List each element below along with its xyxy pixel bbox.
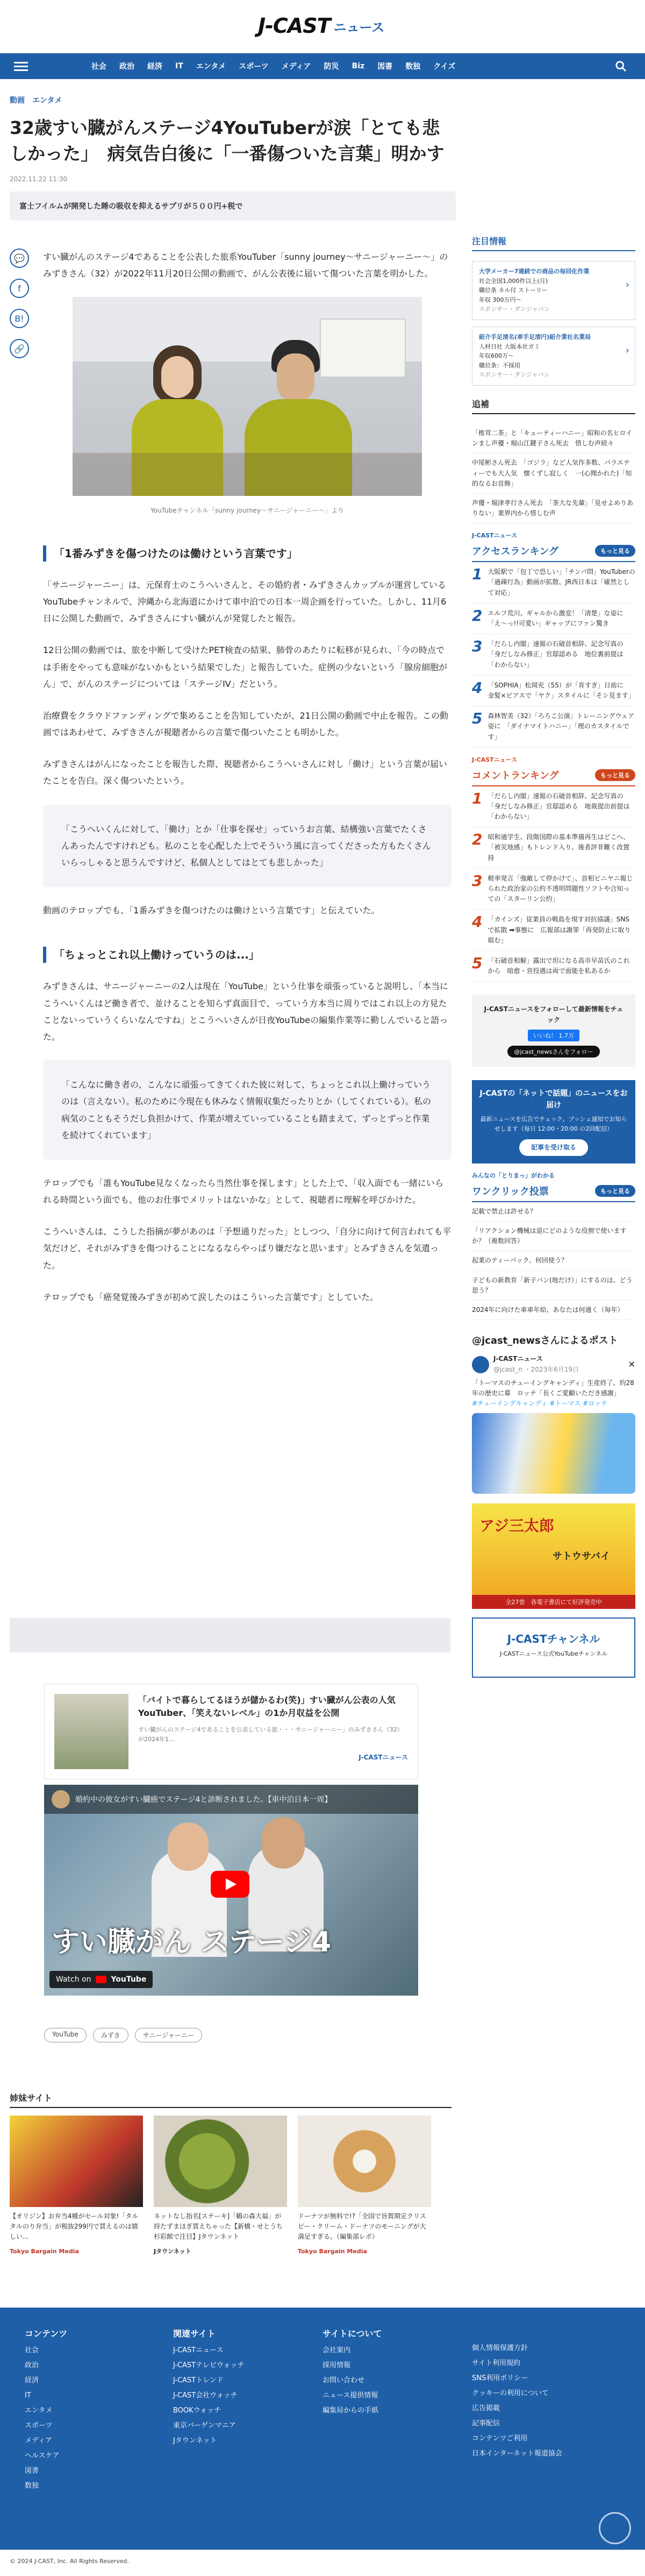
nav-item[interactable]: クイズ — [433, 62, 456, 71]
pr-line: 職位条：不採用 — [479, 361, 520, 369]
photo-caption: YouTubeチャンネル「sunny journey～サニージャーニー～」より — [150, 507, 345, 515]
footer-col-related — [173, 2328, 244, 2449]
sister-item-source: Jタウンネット — [154, 2247, 191, 2255]
footer-link[interactable]: ニュース提供情報 — [322, 2392, 378, 2400]
channel-title: J-CASTチャンネル — [507, 1633, 600, 1646]
nav-item[interactable]: 数独 — [405, 62, 421, 71]
footer-link[interactable]: サイト利用規約 — [472, 2359, 521, 2367]
x-post-name: J-CASTニュース — [493, 1355, 543, 1363]
footer-link[interactable]: コンテンツご利用 — [472, 2434, 528, 2443]
access-ranking-more-button[interactable]: もっと見る — [595, 545, 635, 557]
footer-link[interactable]: SNS利用ポリシー — [472, 2374, 528, 2382]
sister-item-text: 【オリジン】お弁当4種がセール対象!「タルタルのり弁当」が税抜299円で買えるのは嬉しい... — [10, 2212, 139, 2241]
sister-item-text: ドーナツが無料で!?「全国で旨賀期定クリスピー・クリーム・ドーナツのモーニングが大満足すぎる。（編集部レポ） — [298, 2212, 426, 2241]
footer-link[interactable]: 日本インターネット報道協会 — [472, 2449, 562, 2458]
twitter-follow-button[interactable]: @jcast_newsさんをフォロー — [507, 1046, 599, 1058]
site-header — [0, 0, 645, 49]
youtube-embed[interactable] — [44, 1785, 418, 1996]
footer-col-policy — [472, 2341, 562, 2461]
footer-link[interactable]: IT — [25, 2392, 31, 2400]
pr-line: 年収600万〜 — [479, 352, 514, 360]
footer-link[interactable]: スポーツ — [25, 2422, 53, 2430]
related-card-title: 「バイトで暮らしてるほうが儲かるわ(笑)」すい臓がん公表の人気YouTuber、「笑えないレベル」の1か月収益を公開 — [138, 1695, 396, 1718]
paragraph: 「サニージャーニー」は、元保育士のこうへいさんと、その婚約者・みずきさんカップルが運営しているYouTubeチャンネルで、沖縄から北海道にかけて車中泊での日本一周企画を行っていた。しかし、11月6日に公開した動画で、みずきさんにすい臓がんが発覚したと報告。 — [43, 579, 447, 624]
footer-link-list — [173, 2343, 244, 2449]
pr-badge: スポンサー・ダンジャパン — [479, 306, 550, 313]
nav-item[interactable]: メディア — [281, 62, 311, 71]
chevron-right-icon: › — [625, 279, 629, 290]
manga-ad-banner[interactable] — [472, 1503, 635, 1609]
hamburger-menu-icon[interactable] — [14, 60, 28, 72]
vote-title: ワンクリック投票 — [472, 1186, 549, 1197]
footer-col-contents — [25, 2328, 67, 2494]
footer-link[interactable]: 東京バーゲンマニア — [173, 2422, 236, 2430]
pr-job-card[interactable] — [472, 327, 635, 386]
video-overlay-text: すい臓がん ステージ4 — [52, 1926, 332, 1958]
ranking-text: 「だらし内閣」速報の石破首相辞、記念写真の「身だしなみ修正」官邸認める 地裁提出前提は「わからない」 — [488, 792, 630, 821]
paragraph: みずきさんはがんになったことを報告した際、視聴者からこうへいさんに対し「働け」という言葉が届いたことを告白。深く傷ついたという。 — [43, 759, 448, 786]
pr-line: 年収 300万円〜 — [479, 296, 522, 303]
footer-link[interactable]: 社会 — [25, 2346, 39, 2355]
footer-link[interactable]: エンタメ — [25, 2407, 53, 2415]
ranking-text: 「SOPHIA」松岡充（55）が「育すぎ」日前に 金髪×ピアスで「ヤク」スタイルに「そシ見ます」 — [488, 681, 635, 699]
ranking-item[interactable]: 2 エルフ荒川、ギャルから激変！「清楚」な姿に「え～っ!!可愛い」ギャップにファン驚き — [472, 604, 635, 634]
obituary-heading: 追補 — [472, 398, 635, 414]
share-buttons — [10, 249, 31, 369]
footer-link[interactable]: 広告掲載 — [472, 2404, 500, 2412]
comment-ranking-more-button[interactable]: もっと見る — [595, 769, 635, 781]
section-heading: 「1番みずきを傷つけたのは働けという言葉です」 — [43, 545, 452, 562]
watch-on-label: Watch on — [56, 1975, 91, 1984]
ranking-text: 「カインズ」従業員の戦島を現す対抗協議」SNS で拡散 ➡事態に 広報部は謝罪「再発防止に取り組む」 — [488, 916, 631, 944]
x-post-image — [472, 1413, 635, 1494]
related-card-desc: すい臓がんのステージ4であることを公表している旅・・・サニージャーニー」のみずきさん（32）が2024年1... — [138, 1726, 403, 1743]
nav-item[interactable]: 政治 — [119, 62, 134, 71]
access-ranking-title: アクセスランキング — [472, 546, 558, 558]
paragraph: 動画のテロップでも、「1番みずきを傷つけたのは働けという言葉です」と伝えていた。 — [43, 905, 380, 916]
footer-link[interactable]: お問い合わせ — [322, 2376, 365, 2385]
tag[interactable]: YouTube — [44, 2028, 87, 2042]
paragraph: テロップでも「誰もYouTube見なくなったら当然仕事を探します」とした上で、「収入面でも一緒にいられる時間という面でも、他のお仕事でメリットはないかな」として、視聴者に理解を呼びかけた。 — [43, 1177, 443, 1205]
jcast-channel-banner[interactable] — [472, 1617, 635, 1678]
push-desc: 最新ニュースを広告でチェック。プッシュ通知でお知らせします（毎日 12:00・20:00 の2回配信） — [480, 1116, 627, 1133]
comment-ranking-title: コメントランキング — [472, 770, 559, 782]
footer-link[interactable]: 図書 — [25, 2466, 39, 2475]
ranking-item[interactable]: 2 昭和通学生、段階国際の基本準備再生はどこへ、「被災地感」もトレンド入り、後者評非難く改置持 — [472, 827, 635, 869]
vote-item[interactable]: 起業のティーパック、何回使う？ — [472, 1251, 635, 1271]
obituary-item[interactable]: 声優・堀津孝行さん死去 「茶大な先輩」「見せよめりありない」業界内から惜しむ声 — [472, 494, 635, 523]
sister-sites-heading: 姉妹サイト — [10, 2091, 452, 2108]
access-ranking-source: J-CASTニュース — [472, 532, 518, 540]
ranking-item[interactable]: 5 森林智美（32）「ろろこ公演」トレーニングウェア姿に 「ダイナマイトハニー」「理のカスタイルです」 — [472, 706, 635, 748]
footer-col-heading: 関連サイト — [173, 2329, 216, 2339]
related-card-source: J-CASTニュース — [359, 1754, 408, 1762]
article-body — [43, 249, 452, 1321]
footer-link[interactable]: J-CAST会社ウォッチ — [173, 2392, 238, 2400]
sister-grid — [10, 2116, 452, 2256]
footer-link-list — [25, 2343, 67, 2493]
push-subscribe-button[interactable]: 記事を受け取る — [519, 1139, 588, 1156]
tag[interactable]: サニージャーニー — [135, 2028, 202, 2042]
follow-box — [472, 995, 635, 1067]
footer-link[interactable]: メディア — [25, 2437, 52, 2445]
section-heading: 「ちょっとこれ以上働けっていうのは...」 — [43, 947, 452, 963]
logo-sub: ニュース — [333, 19, 385, 35]
x-post-text: 「トーマスのチューイングキャンディ」生産終了、約28年の歴史に幕 ロッテ「長くご愛顧いただき感謝」 — [472, 1379, 634, 1397]
pr-title: 紹介手足清名(車手足清円)紹介業社名業局 — [479, 333, 591, 340]
sidebar-info-heading: 注目情報 — [472, 235, 635, 251]
channel-desc: J-CASTニュース公式YouTubeチャンネル — [499, 1650, 608, 1658]
vote-item[interactable]: 2024年に向けた車車年給、あなたは何通く（毎年） — [472, 1301, 635, 1320]
ranking-item[interactable]: 3 「だらし内閣」速報の石破首相辞、記念写真の「身だしなみ修正」官邸認める 地位裏前提は「わからない」 — [472, 634, 635, 676]
paragraph: 治療費をクラウドファンディングで集めることを告知していたが、21日公開の動画で中止を報告。この動画ではあわせて、みずきさんが視聴者からの言葉で傷ついたことも明かした。 — [43, 710, 448, 738]
sister-item-image — [154, 2116, 287, 2207]
hatena-bookmark-icon[interactable]: B! — [10, 309, 29, 328]
sister-item[interactable] — [298, 2116, 431, 2256]
related-card-box — [44, 1684, 418, 1779]
play-button-icon[interactable] — [211, 1871, 249, 1898]
x-post-avatar — [472, 1356, 489, 1373]
ad-placeholder — [10, 1618, 450, 1652]
tag-list — [44, 2028, 202, 2042]
nav-item[interactable]: 社会 — [91, 62, 106, 71]
footer-link[interactable]: 採用情報 — [322, 2361, 351, 2370]
related-article-card[interactable] — [44, 1684, 418, 1779]
video-title: 婚約中の彼女がすい臓癌でステージ4と診断されました。【車中泊日本一周】 — [75, 1796, 332, 1804]
x-posts-title: @jcast_newsさんによるポスト — [472, 1335, 618, 1347]
ranking-item[interactable]: 3 軽率発言「強敵して停かけて」、首相ピニヤニ報じられた政治家の公約不透明問題性ソフトや合知っての「スターリン公約」 — [472, 869, 635, 910]
pr-job-card[interactable] — [472, 261, 635, 320]
ranking-item[interactable]: 4 「カインズ」従業員の戦島を現す対抗協議」SNS で拡散 ➡事態に 広報部は謝罪「再発防止に取り組む」 — [472, 910, 635, 951]
video-channel-avatar — [52, 1790, 70, 1808]
manga-ad-subtitle: サトウサバイ — [553, 1551, 610, 1563]
facebook-icon[interactable]: f — [10, 279, 29, 298]
sister-item-image — [10, 2116, 143, 2207]
sister-item[interactable] — [10, 2116, 143, 2256]
vote-heading — [472, 1184, 635, 1202]
ranking-text: 大阪駅で「包丁で恐しい」「チンパ問」YouTuberの「過疎行為」動画が拡散、JR西日本は「確然として対応」 — [488, 568, 635, 597]
vote-item[interactable]: 子どもの新教育「新子バン(地だけ）」にするのは、どう思う？ — [472, 1271, 635, 1301]
manga-ad-title: アジ三太郎 — [479, 1517, 554, 1535]
ranking-item[interactable]: 1 大阪駅で「包丁で恐しい」「チンパ問」YouTuberの「過疎行為」動画が拡散、JR西日本は「確然として対応」 — [472, 562, 635, 604]
ranking-text: エルフ荒川、ギャルから激変！「清楚」な姿に「え～っ!!可愛い」ギャップにファン驚き — [488, 609, 624, 627]
related-card-thumbnail — [54, 1694, 128, 1769]
comment-ranking-heading — [472, 768, 635, 786]
sister-item-image — [298, 2116, 431, 2207]
footer-link[interactable]: Jタウンネット — [173, 2437, 217, 2445]
x-post[interactable] — [472, 1354, 635, 1494]
sister-item-text: ネットなし指名[ステーキ]「鶴の森大福」が持たずまほぎ買えちゃった【新橋・せとうち杉彩館で注目】Jタウンネット — [154, 2212, 283, 2241]
footer-link[interactable]: J-CASTニュース — [173, 2346, 224, 2355]
footer-link[interactable]: BOOKウォッチ — [173, 2407, 221, 2415]
category-link-video[interactable]: 動画 — [10, 96, 25, 105]
sister-item[interactable] — [154, 2116, 287, 2256]
nav-list — [91, 53, 468, 79]
access-ranking-heading — [472, 544, 635, 562]
pr-title: 大学メーカー7連続での商品の毎回化作業 — [479, 268, 590, 275]
search-icon[interactable] — [615, 60, 627, 72]
comment-icon[interactable]: 💬 — [10, 249, 29, 268]
youtube-label: YouTube — [111, 1975, 147, 1984]
nav-item[interactable]: 図書 — [377, 62, 393, 71]
footer-link[interactable]: ヘルスケア — [25, 2451, 60, 2460]
ranking-item[interactable]: 4 「SOPHIA」松岡充（55）が「育すぎ」日前に 金髪×ピアスで「ヤク」スタイルに「そシ見ます」 — [472, 676, 635, 706]
push-title: J-CASTの「ネットで話題」のニュースをお届け — [479, 1089, 628, 1110]
category-row — [10, 95, 456, 105]
footer-link[interactable]: 経済 — [25, 2376, 39, 2385]
article-photo — [73, 297, 422, 496]
nav-item[interactable]: 経済 — [147, 62, 162, 71]
footer-emblem-icon — [599, 2512, 631, 2544]
x-post-tags: #チューイングキャンディ #トーマス #ロッテ — [472, 1400, 607, 1408]
pr-line: 職位条 ネル付 ストーリー — [479, 287, 548, 294]
youtube-logo-icon — [96, 1976, 106, 1983]
x-logo-icon: ✕ — [628, 1359, 635, 1369]
vote-source: みんなの「とりまっ」がわかる — [472, 1172, 555, 1179]
footer-link-list — [472, 2341, 562, 2461]
comment-ranking-source: J-CASTニュース — [472, 756, 518, 763]
paragraph: すい臓がんのステージ4であることを公表した旅系YouTuber「sunny journey～サニージャーニー～」のみずきさん（32）が2022年11月20日公開の動画で、がん公表後に届いて傷ついた言葉を明かした。 — [43, 252, 448, 279]
site-logo[interactable] — [258, 14, 387, 38]
ranking-text: 軽率発言「強敵して停かけて」、首相ピニヤニ報じられた政治家の公約不透明問題性ソフトや合知っての「スターリン公約」 — [488, 874, 633, 903]
footer-link[interactable]: 個人情報保護方針 — [472, 2344, 528, 2352]
article-header — [10, 95, 456, 221]
category-link-entertainment[interactable]: エンタメ — [32, 96, 62, 105]
footer-link[interactable]: 政治 — [25, 2361, 39, 2370]
ranking-text: 森林智美（32）「ろろこ公演」トレーニングウェア姿に 「ダイナマイトハニー」「理のカスタイルです」 — [488, 712, 635, 741]
footer-col-heading: サイトについて — [322, 2329, 382, 2339]
logo-mark: J-CAST — [258, 14, 331, 38]
paragraph: みずきさんは、サニージャーニーの2人は現在「YouTube」という仕事を頑張っていると説明し、「本当にこうへいくんはど働き者で、並けることを知らず真面目で、っていう方本当に周りではこれ以上の方見たことないっていうくらいなんですね」とこうへいさんが日夜YouTubeの編集作業等に勤しんでいると語った。 — [43, 981, 448, 1042]
paragraph: テロップでも「癌発覚後みずきが初めて涙したのはこういった言葉です」としていた。 — [43, 1291, 379, 1302]
footer-col-about — [322, 2328, 382, 2418]
nav-item[interactable]: Biz — [352, 62, 365, 70]
vote-item[interactable]: 記載で禁止は許せる？ — [472, 1202, 635, 1222]
nav-item[interactable]: エンタメ — [196, 62, 226, 71]
copyright: © 2024 J-CAST, Inc. All Rights Reserved. — [0, 2550, 645, 2576]
paragraph: こうへいさんは、こうした指摘が夢があのは「予想通りだった」としつつ、「自分に向けて何言われても平気だけど、それがみずきを傷つけることになるならやっぱり嫌だなと思います」とみずきさんを気遣った。 — [43, 1226, 452, 1271]
footer-link[interactable]: 記事配信 — [472, 2419, 500, 2428]
article-title: 32歳すい臓がんステージ4YouTuberが涙「とても悲しかった」 病気告白後に「一番傷ついた言葉」明かす — [10, 117, 445, 164]
main-navbar — [0, 53, 645, 79]
quote-block — [43, 805, 452, 888]
sister-item-source: Tokyo Bargain Media — [10, 2247, 79, 2255]
x-post-handle: @jcast_n ・2023年6月19日 — [493, 1365, 579, 1373]
vote-more-button[interactable]: もっと見る — [595, 1185, 635, 1197]
quote-text: 「こんなに働き者の、こんなに頑張ってきてくれた彼に対して、ちょっとこれ以上働けっていうのは（言えない）。私のために今現在も休みなく情報収集だったりとか（してくれている）。私の病気のこともそうだし負担かけて、作業が増えていっていることも踏まえて、ずっとずっと作業を続けてくれています」 — [61, 1080, 432, 1140]
ranking-text: 昭和通学生、段階国際の基本準備再生はどこへ、「被災地感」もトレンド入り、後者評非難く改置持 — [488, 833, 630, 862]
facebook-like-button[interactable]: いいね！ 1.7万 — [528, 1030, 579, 1041]
sister-item-source: Tokyo Bargain Media — [298, 2247, 367, 2255]
footer-link[interactable]: クッキーの利用について — [472, 2389, 549, 2397]
text-ad-banner[interactable]: 富士フイルムが開発した睡の吸収を抑えるサプリが５００円+税で — [10, 191, 456, 221]
tag[interactable]: みずき — [93, 2028, 128, 2042]
pr-line: 人材日社 大阪本社ガミ — [479, 343, 540, 350]
article-date: 2022.11.22 11:30 — [10, 175, 68, 183]
ranking-item[interactable]: 5 「石破首相解」露出で坦になる高市早苗氏のこれから 暗愈・営投遇は両で面能を私あるか — [472, 951, 635, 982]
pr-line: 社会全国1,000件以上(月) — [479, 277, 548, 285]
obituary-item[interactable]: 「椎茸二茶」と「キューティーハニー」昭和の名ヒロインまし声優・堀山江鍵子さん死去 惜しむ声続々 — [472, 424, 635, 453]
sidebar — [472, 235, 635, 1678]
obituary-item[interactable]: 中尾彬さん死去 「ゴジラ」など人気作多数、バラエティーでも大人気 懐くずし寂しく 一(心聞かれた)「知的なるお首飾」 — [472, 453, 635, 494]
nav-item[interactable]: 防災 — [324, 62, 339, 71]
push-notification-box — [472, 1080, 635, 1163]
footer-link[interactable]: J-CASTテレビウォッチ — [173, 2361, 245, 2370]
pr-badge: スポンサー・ダンジャパン — [479, 371, 550, 379]
ranking-text: 「石破首相解」露出で坦になる高市早苗氏のこれから 暗愈・営投遇は両で面能を私あるか — [488, 956, 630, 975]
footer-link[interactable]: J-CASTトレンド — [173, 2376, 224, 2385]
footer-link[interactable]: 数独 — [25, 2481, 39, 2490]
footer-link[interactable]: 会社案内 — [322, 2346, 351, 2355]
follow-text: J-CASTニュースをフォローして最新情報をチェック — [484, 1005, 624, 1024]
vote-item[interactable]: 「リアクション機械は退にどのような役割で使いますか？（複数回答） — [472, 1222, 635, 1251]
chevron-right-icon: › — [625, 344, 629, 356]
ranking-text: 「だらし内閣」速報の石破首相辞、記念写真の「身だしなみ修正」官邸認める 地位裏前提は「わからない」 — [488, 640, 624, 669]
sister-sites — [10, 2091, 452, 2256]
quote-text: 「こうへいくんに対して、「働け」とか「仕事を探せ」っていうお言葉、結構強い言葉でたくさんあったんですけれども。私のことを心配した上でそういう風に言ってくださった方もたくさんいらっしゃると思うんですけど、私個人としてはとても悲しかった」 — [61, 824, 431, 868]
manga-ad-bottom: 全27巻 各電子書店にて好評発売中 — [472, 1595, 635, 1609]
paragraph: 12日公開の動画では、旅を中断して受けたPET検査の結果、肺骨のあたりに転移が見られ、「今の時点では手術をやっても意味がないかもという結果でした」と報告していた。症例の少ないという「腺房細胞がん」で、がんのステージについては「ステージIV」だという。 — [43, 645, 448, 689]
site-footer — [0, 2308, 645, 2550]
watch-on-youtube[interactable] — [49, 1971, 153, 1988]
quote-block — [43, 1060, 452, 1160]
ranking-item[interactable]: 1 「だらし内閣」速報の石破首相辞、記念写真の「身だしなみ修正」官邸認める 地裁提出前提は「わからない」 — [472, 786, 635, 828]
footer-col-heading: コンテンツ — [25, 2329, 68, 2339]
footer-link[interactable]: 編集局からの手紙 — [322, 2407, 379, 2415]
link-copy-icon[interactable]: 🔗 — [10, 339, 29, 358]
nav-item[interactable]: スポーツ — [239, 62, 269, 71]
footer-link-list — [322, 2343, 382, 2418]
nav-item[interactable]: IT — [175, 62, 183, 70]
